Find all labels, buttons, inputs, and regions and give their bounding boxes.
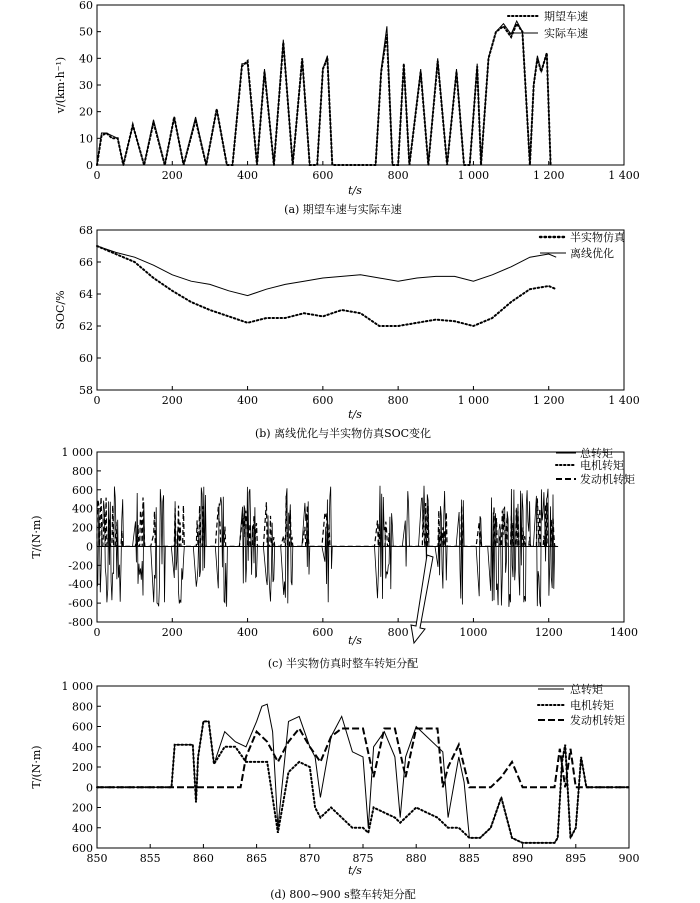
panel-c-ytick-label: 1 000 [61, 446, 93, 459]
panel-b-series-0 [97, 246, 556, 326]
panel-c-xtick-label: 0 [93, 626, 101, 639]
legend-b-hil-label: 半实物仿真 [570, 231, 625, 244]
panel-c-ytick-label: 600 [72, 483, 93, 497]
panel-c-ytick-label: 200 [72, 521, 93, 535]
panel-c-ytick-label: -600 [68, 597, 93, 611]
panel-b-xtick-label: 0 [93, 394, 101, 407]
panel-b-title: (b) 离线优化与半实物仿真SOC变化 [254, 427, 432, 440]
panel-c-xtick-label: 400 [237, 626, 259, 639]
panel-a-xtick-label: 1 400 [608, 169, 640, 182]
panel-b-frame [97, 230, 624, 390]
panel-c-ytick-label: 400 [72, 502, 93, 516]
panel-d-ytick-label: 0 [86, 781, 93, 795]
panel-d-xtick-label: 900 [618, 852, 640, 865]
panel-d-xtick-label: 885 [458, 852, 480, 865]
panel-b-series-1 [97, 246, 556, 296]
panel-b-ytick-label: 64 [79, 288, 93, 301]
panel-a-xtick-label: 400 [237, 169, 259, 182]
panel-d-series-0 [97, 704, 629, 843]
panel-b-ytick-label: 66 [79, 256, 93, 269]
panel-a-ytick-label: 60 [79, 0, 93, 12]
panel-c-xtick-label: 1200 [534, 626, 563, 639]
legend-c-total-label: 总转矩 [580, 447, 613, 460]
panel-b-series [97, 246, 556, 326]
panel-c-series [97, 486, 558, 607]
panel-b-xtick-label: 400 [237, 394, 259, 407]
panel-d-series [97, 704, 629, 843]
panel-a [54, 0, 640, 216]
panel-c-xtick-label: 1400 [610, 626, 638, 639]
panel-a-xtick-label: 1 000 [457, 169, 490, 182]
panel-b-ytick-label: 58 [79, 384, 93, 397]
panel-c-title: (c) 半实物仿真时整车转矩分配 [267, 657, 419, 670]
panel-b-ytick-label: 60 [79, 352, 93, 365]
legend-d-total-label: 总转矩 [570, 683, 603, 696]
panel-a-ytick-label: 0 [86, 159, 93, 172]
panel-d-ytick-label: 800 [72, 700, 93, 714]
panel-d-xtick-label: 865 [246, 852, 268, 865]
panel-d-ylabel: T/(N·m) [30, 745, 43, 789]
panel-a-xtick-label: 1 200 [532, 169, 565, 182]
legend-b-offline-label: 离线优化 [570, 247, 614, 260]
legend-d-engine-label: 发动机转矩 [570, 714, 625, 727]
panel-b-ytick-label: 62 [79, 320, 93, 333]
panel-d-series-1 [97, 721, 629, 843]
panel-d-xtick-label: 850 [86, 852, 108, 865]
panel-a-xlabel: t/s [348, 184, 362, 197]
panel-c-ytick-label: -200 [68, 559, 93, 573]
panel-a-title: (a) 期望车速与实际车速 [284, 203, 402, 216]
panel-b-xlabel: t/s [348, 408, 362, 421]
panel-d-xtick-label: 880 [405, 852, 427, 865]
panel-a-xtick-label: 800 [387, 169, 409, 182]
panel-a-ytick-label: 10 [79, 132, 93, 146]
panel-c-ytick-label: -400 [68, 578, 93, 592]
panel-d-xtick-label: 860 [192, 852, 214, 865]
zoom-arrow [411, 555, 433, 643]
panel-c-ylabel: T/(N·m) [30, 515, 43, 559]
panel-b-xtick-label: 1 000 [457, 394, 490, 407]
panel-a-series [97, 21, 551, 165]
panel-c-ytick-label: -800 [68, 616, 93, 629]
panel-a-ytick-label: 20 [79, 105, 93, 119]
panel-c-xtick-label: 600 [312, 626, 334, 639]
panel-a-ytick-label: 50 [79, 25, 93, 39]
panel-d-legend [538, 682, 625, 727]
panel-d-ytick-label: 200 [72, 761, 93, 774]
panel-b-xtick-label: 800 [387, 394, 409, 407]
legend-a-actual-label: 实际车速 [544, 27, 588, 40]
panel-d-ytick-label: 400 [72, 821, 93, 835]
panel-a-xtick-label: 0 [93, 169, 101, 182]
panel-c-xtick-label: 200 [161, 626, 183, 639]
panel-d-ytick-label: 200 [72, 801, 93, 815]
panel-d-ytick-label: 600 [72, 842, 93, 855]
panel-d-xtick-label: 890 [512, 852, 534, 865]
panel-d-xlabel: t/s [348, 864, 362, 877]
panel-a-xtick-label: 200 [161, 169, 183, 182]
legend-c-engine-label: 发动机转矩 [580, 473, 635, 486]
panel-b-ticks [79, 224, 640, 407]
panel-b [54, 224, 640, 440]
panel-d-xtick-label: 875 [352, 852, 374, 865]
panel-c-xtick-label: 1000 [459, 626, 488, 639]
panel-d-title: (d) 800~900 s整车转矩分配 [270, 888, 416, 901]
panel-a-series-1 [97, 21, 551, 165]
panel-b-xtick-label: 200 [161, 394, 183, 407]
panel-a-ytick-label: 30 [79, 79, 93, 92]
panel-d-ytick-label: 1 000 [61, 680, 93, 693]
panel-d-frame [97, 686, 629, 848]
zoom-arrow-shape [411, 555, 433, 643]
panel-b-ylabel: SOC/% [54, 290, 67, 330]
legend-d-motor-label: 电机转矩 [570, 699, 614, 712]
panel-b-xtick-label: 1 400 [608, 394, 640, 407]
panel-b-xtick-label: 1 200 [532, 394, 565, 407]
panel-a-xtick-label: 600 [312, 169, 334, 182]
panel-c-ytick-label: 0 [86, 540, 93, 554]
panel-d-xtick-label: 895 [565, 852, 587, 865]
panel-b-ytick-label: 68 [79, 224, 93, 237]
panel-c-ytick-label: 800 [72, 464, 93, 478]
panel-a-ytick-label: 40 [79, 52, 93, 66]
panel-c-xtick-label: 800 [387, 626, 409, 639]
panel-c [30, 446, 638, 670]
panel-d-ytick-label: 400 [72, 740, 93, 754]
panel-a-legend [508, 9, 588, 40]
panel-a-ylabel: v/(km·h⁻¹) [54, 56, 67, 114]
panel-d [30, 680, 640, 901]
legend-c-motor-label: 电机转矩 [580, 459, 624, 472]
panel-c-xlabel: t/s [348, 634, 362, 647]
panel-b-xtick-label: 600 [312, 394, 334, 407]
legend-a-expected-label: 期望车速 [544, 10, 588, 23]
panel-d-ticks [62, 680, 640, 865]
panel-d-xtick-label: 855 [139, 852, 161, 865]
panel-d-ytick-label: 600 [72, 720, 93, 734]
panel-d-xtick-label: 870 [299, 852, 321, 865]
